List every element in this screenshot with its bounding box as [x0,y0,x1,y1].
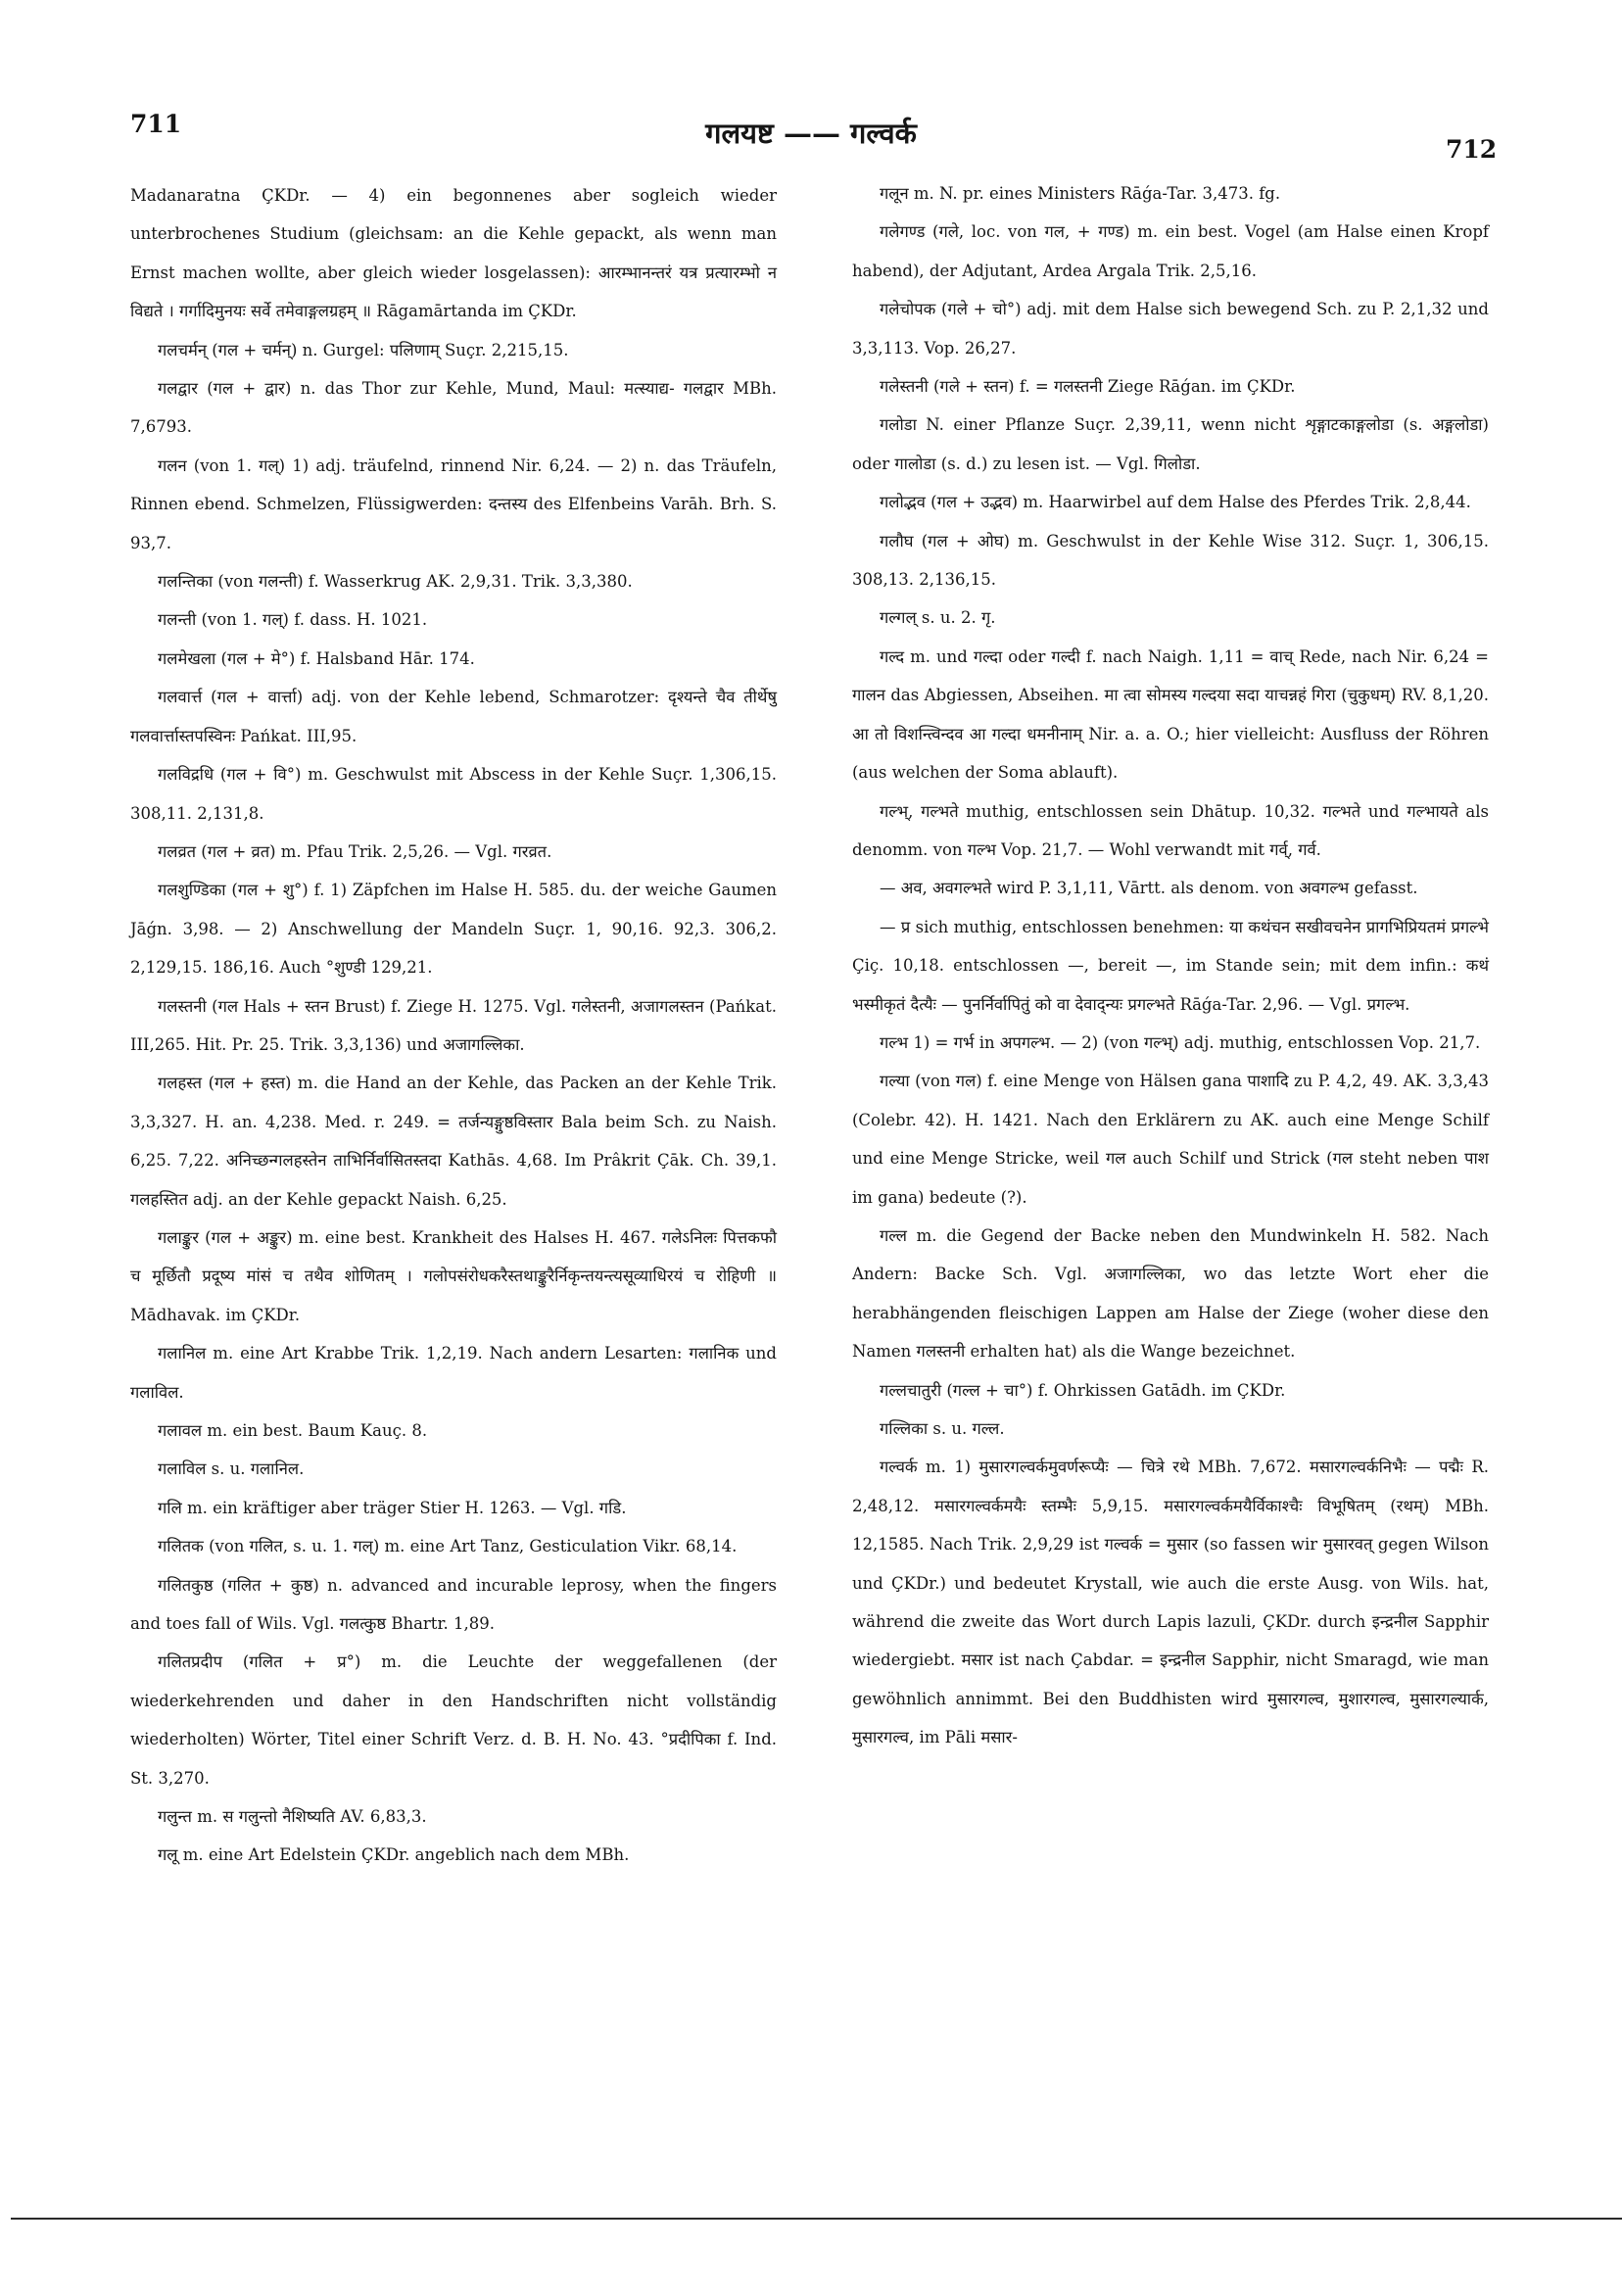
dictionary-entry: गलि m. ein kräftiger aber träger Stier H. 1263. — Vgl. गडि. [158,1498,627,1517]
dictionary-entry: गलन (von 1. गल्) 1) adj. träufelnd, rinnend Nir. 6,24. — 2) n. das Träufeln, Rinnen ebend. Schmelzen, Flüssigwerden: दन्तस्य des Elfenbeins Varāh. Brh. S. 93,7. [130,455,777,552]
dictionary-entry: गलाङ्कुर (गल + अङ्कुर) m. eine best. Krankheit des Halses H. 467. गलेऽनिलः पित्तकफौ च मूर्छितौ प्रदूष्य मांसं च तथैव शोणितम् । गलोपसंरोधकरैस्तथाङ्कुरैर्निकृन्तयन्त्यसूव्याधिरयं च रोहिणी ॥ Mādhavak. im ÇKDr. [130,1227,777,1324]
dictionary-entry: गलौघ (गल + ओघ) m. Geschwulst in der Kehle Wise 312. Suçr. 1, 306,15. 308,13. 2,136,15. [852,531,1489,590]
dictionary-entry: गलानिल m. eine Art Krabbe Trik. 1,2,19. Nach andern Lesarten: गलानिक und गलाविल. [130,1344,777,1402]
dictionary-entry: — प्र sich muthig, entschlossen benehmen: या कथंचन सखीवचनेन प्रागभिप्रियतमं प्रगल्भे Çiç. 10,18. entschlossen —, bereit —, im Stande sein; mit dem infin.: कथं भस्मीकृतं दैत्यैः — पुनर्निर्वापितुं को वा देवाद्न्यः प्रगल्भते Rāǵa-Tar. 2,96. — Vgl. प्रगल्भ. [852,917,1489,1014]
dictionary-entry: गल्भ्, गल्भते muthig, entschlossen sein Dhātup. 10,32. गल्भते und गल्भायते als denomm. von गल्भ Vop. 21,7. — Wohl verwandt mit गर्व्, गर्व. [852,801,1489,859]
dictionary-entry: गलावल m. ein best. Baum Kauç. 8. [158,1421,428,1440]
dictionary-entry: गलस्तनी (गल Hals + स्तन Brust) f. Ziege H. 1275. Vgl. गलेस्तनी, अजागलस्तन (Pańkat. III,265. Hit. Pr. 25. Trik. 3,3,136) und अजागल्लिका. [130,996,777,1054]
dictionary-entry: गलेगण्ड (गले, loc. von गल, + गण्ड) m. ein best. Vogel (am Halse einen Kropf habend), der Adjutant, Ardea Argala Trik. 2,5,16. [852,222,1489,280]
page-number-left: 711 [130,110,182,138]
dictionary-entry: गलविद्रधि (गल + वि°) m. Geschwulst mit Abscess in der Kehle Suçr. 1,306,15. 308,11. 2,131,8. [130,765,777,823]
dictionary-entry: गल्लिका s. u. गल्ल. [880,1419,1005,1438]
dictionary-entry: गलन्ती (von 1. गल्) f. dass. H. 1021. [158,610,428,630]
dictionary-entry: गलून m. N. pr. eines Ministers Rāǵa-Tar. 3,473. fg. [880,184,1281,203]
dictionary-entry: गल्लचातुरी (गल्ल + चा°) f. Ohrkissen Gatādh. im ÇKDr. [880,1380,1286,1400]
dictionary-entry: गल्द m. und गल्दा oder गल्दी f. nach Naigh. 1,11 = वाच् Rede, nach Nir. 6,24 = गालन das Abgiessen, Abseihen. मा त्वा सोमस्य गल्दया सदा याचन्नहं गिरा (चुकुधम्) RV. 8,1,20. आ तो विशन्त्विन्दव आ गल्दा धमनीनाम् Nir. a. a. O.; hier vielleicht: Ausfluss der Röhren (aus welchen der Soma ablauft). [852,646,1489,783]
dictionary-entry: गलव्रत (गल + व्रत) m. Pfau Trik. 2,5,26. — Vgl. गरव्रत. [158,841,552,861]
dictionary-entry: गलहस्त (गल + हस्त) m. die Hand an der Kehle, das Packen an der Kehle Trik. 3,3,327. H. an. 4,238. Med. r. 249. = तर्जन्यङ्गुष्ठविस्तार Bala beim Sch. zu Naish. 6,25. 7,22. अनिच्छन्गलहस्तेन ताभिर्निर्वासितस्तदा Kathās. 4,68. Im Prâkrit Çāk. Ch. 39,1. गलहस्तित adj. an der Kehle gepackt Naish. 6,25. [130,1074,777,1209]
dictionary-entry: गलचर्मन् (गल + चर्मन्) n. Gurgel: पलिणाम् Suçr. 2,215,15. [158,340,569,359]
dictionary-entry: गलमेखला (गल + मे°) f. Halsband Hār. 174. [158,648,475,668]
dictionary-entry: गलेचोपक (गले + चो°) adj. mit dem Halse sich bewegend Sch. zu P. 2,1,32 und 3,3,113. Vop. 26,27. [852,300,1489,358]
dictionary-entry: — अव, अवगल्भते wird P. 3,1,11, Vārtt. als denom. von अवगल्भ gefasst. [880,879,1418,898]
page-number-right: 712 [1446,135,1498,164]
dictionary-entry: गलितकुष्ठ (गलित + कुष्ठ) n. advanced and incurable leprosy, when the fingers and toes fall of Wils. Vgl. गलत्कुष्ठ Bhartr. 1,89. [130,1575,777,1634]
dictionary-entry: गलाविल s. u. गलानिल. [158,1459,305,1479]
dictionary-entry: गल्या (von गल) f. eine Menge von Hälsen gana पाशादि zu P. 4,2, 49. AK. 3,3,43 (Colebr. 42). H. 1421. Nach den Erklärern zu AK. auch eine Menge Schilf und eine Menge Stricke, weil गल auch Schilf und Strick (गल steht neben पाश im gana) bedeute (?). [852,1072,1489,1207]
dictionary-entry: गलन्तिका (von गलन्ती) f. Wasserkrug AK. 2,9,31. Trik. 3,3,380. [158,572,633,592]
entry-continuation: Madanaratna ÇKDr. — 4) ein begonnenes aber sogleich wieder unterbrochenes Studium (gleichsam: an die Kehle gepackt, als wenn man Ernst machen wollte, aber gleich wieder losgelassen): आरम्भानन्तरं यत्र प्रत्यारम्भो न विद्यते । गर्गादिमुनयः सर्वे तमेवाङ्गलग्रहम् ॥ Rāgamārtanda im ÇKDr. [130,186,777,321]
dictionary-entry: गलोडा N. einer Pflanze Suçr. 2,39,11, wenn nicht शृङ्गाटकाङ्गलोडा (s. अङ्गलोडा) oder गालोडा (s. d.) zu lesen ist. — Vgl. गिलोडा. [852,415,1489,473]
left-column [130,176,777,1875]
dictionary-entry: गलेस्तनी (गले + स्तन) f. = गलस्तनी Ziege Rāǵan. im ÇKDr. [880,377,1296,397]
dictionary-entry: गलू m. eine Art Edelstein ÇKDr. angeblich nach dem MBh. [158,1845,630,1865]
dictionary-entry: गलोद्भव (गल + उद्भव) m. Haarwirbel auf dem Halse des Pferdes Trik. 2,8,44. [880,493,1471,512]
dictionary-entry: गलुन्त m. स गलुन्तो नैशिष्यति AV. 6,83,3. [158,1807,427,1827]
dictionary-entry: गलद्वार (गल + द्वार) n. das Thor zur Kehle, Mund, Maul: मत्स्याद्य- गलद्वार MBh. 7,6793. [130,379,777,437]
dictionary-entry: गलितक (von गलित, s. u. 1. गल्) m. eine Art Tanz, Gesticulation Vikr. 68,14. [158,1537,738,1556]
right-column [852,174,1489,1757]
running-header: गलयष्ट —— गल्वर्क [705,117,917,150]
dictionary-entry: गल्वर्क m. 1) मुसारगल्वर्कमुवर्णरूप्यैः — चित्रे रथे MBh. 7,672. मसारगल्वर्कनिभैः — पद्मैः R. 2,48,12. मसारगल्वर्कमयैः स्तम्भैः 5,9,15. मसारगल्वर्कमयैर्विकाश्चैः विभूषितम् (रथम्) MBh. 12,1585. Nach Trik. 2,9,29 ist गल्वर्क = मुसार (so fassen wir मुसारवत् gegen Wilson und ÇKDr.) und bedeutet Krystall, wie auch die erste Ausg. von Wils. hat, während die zweite das Wort durch Lapis lazuli, ÇKDr. durch इन्द्रनील Sapphir wiedergiebt. मसार ist nach Çabdar. = इन्द्रनील Sapphir, nicht Smaragd, wie man gewöhnlich annimmt. Bei den Buddhisten wird मुसारगल्व, मुशारगल्व, मुसारगल्यार्क, मुसारगल्व, im Pāli मसार- [852,1458,1489,1747]
dictionary-entry: गल्गल् s. u. 2. गृ. [880,608,996,628]
bottom-rule [11,2218,1622,2220]
dictionary-entry: गलवार्त्त (गल + वार्त्ता) adj. von der Kehle lebend, Schmarotzer: दृश्यन्ते चैव तीर्थेषु गलवार्त्तास्तपस्विनः Pańkat. III,95. [130,688,777,745]
dictionary-entry: गल्भ 1) = गर्भ in अपगल्भ. — 2) (von गल्भ्) adj. muthig, entschlossen Vop. 21,7. [880,1032,1481,1052]
dictionary-entry: गलितप्रदीप (गलित + प्र°) m. die Leuchte der weggefallenen (der wiederkehrenden und daher in den Handschriften nicht vollständig wiederholten) Wörter, Titel einer Schrift Verz. d. B. H. No. 43. °प्रदीपिका f. Ind. St. 3,270. [130,1652,777,1788]
dictionary-entry: गल्ल m. die Gegend der Backe neben den Mundwinkeln H. 582. Nach Andern: Backe Sch. Vgl. अजागल्लिका, wo das letzte Wort eher die herabhängenden fleischigen Lappen am Halse der Ziege (woher diese den Namen गलस्तनी erhalten hat) als die Wange bezeichnet. [852,1225,1489,1362]
dictionary-entry: गलशुण्डिका (गल + शु°) f. 1) Zäpfchen im Halse H. 585. du. der weiche Gaumen Jāǵn. 3,98. — 2) Anschwellung der Mandeln Suçr. 1, 90,16. 92,3. 306,2. 2,129,15. 186,16. Auch °शुण्डी 129,21. [130,881,777,978]
